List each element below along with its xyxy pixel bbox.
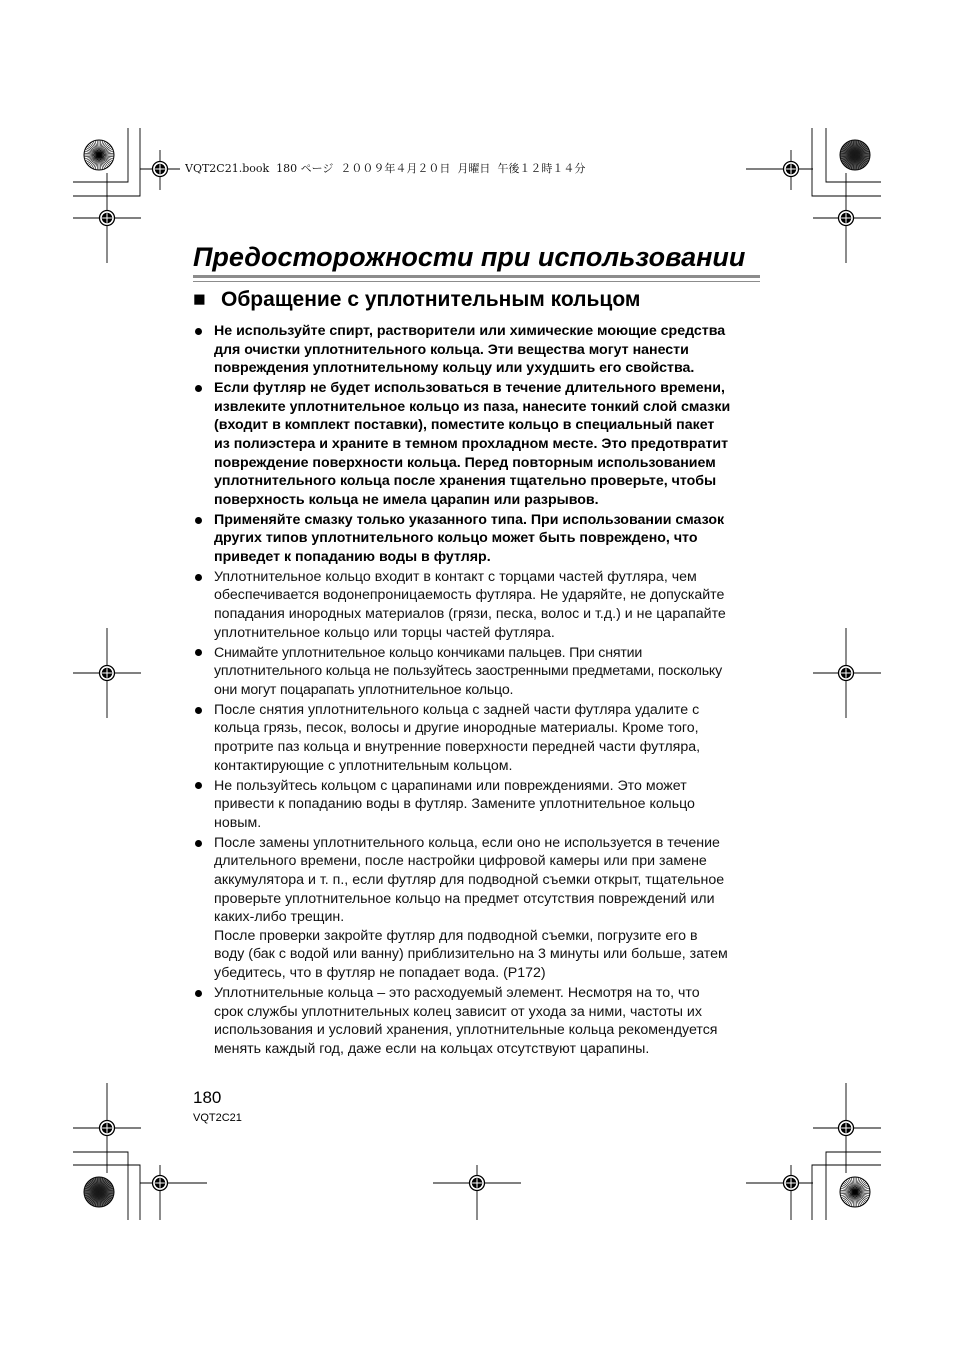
bullet-icon — [195, 385, 202, 392]
registration-mark-top-left — [140, 150, 180, 190]
list-item-text-line: Применяйте смазку только указанного типа. При использовании смазок — [214, 511, 725, 528]
list-item-text-line: других типов уплотнительного кольцо может быть повреждено, что — [214, 530, 698, 547]
list-item — [193, 379, 730, 509]
bullet-list — [193, 322, 730, 1060]
registration-mark-right-upper — [813, 173, 881, 263]
page-title: Предосторожности при использовании — [193, 242, 746, 272]
list-item-text-line: использования и условий хранения, уплотнительные кольца рекомендуется — [214, 1022, 718, 1039]
list-item-text-line: После проверки закройте футляр для подводной съемки, погрузите его в — [214, 927, 698, 944]
list-item-text-line: повреждение поверхности кольца. Перед повторным использованием — [214, 454, 716, 471]
list-item-text-line: Снимайте уплотнительное кольцо кончиками пальцев. При снятии — [214, 644, 643, 661]
list-item-text-line: (входит в комплект поставки), поместите кольцо в специальный пакет — [214, 417, 715, 434]
registration-mark-left-lower — [73, 1083, 141, 1173]
square-bullet-icon: ■ — [193, 288, 206, 311]
list-item-text-line: убедитесь, что в футляр не попадает вода. (P172) — [214, 964, 546, 981]
registration-mark-bottom-left — [140, 1165, 207, 1220]
list-item — [193, 777, 730, 833]
list-item-text-line: приведет к попаданию воды в футляр. — [214, 548, 491, 565]
registration-mark-right-middle — [813, 628, 881, 718]
sunburst-target-icon — [84, 1177, 114, 1207]
list-item-text-line: Уплотнительное кольцо входит в контакт с торцами частей футляра, чем — [214, 568, 697, 585]
list-item-text-line: проверьте уплотнительное кольцо на предмет отсутствия повреждений или — [214, 890, 715, 907]
sunburst-target-icon — [840, 140, 870, 170]
registration-mark-right-lower — [813, 1083, 881, 1173]
list-item-text-line: Уплотнительные кольца – это расходуемый элемент. Несмотря на то, что — [214, 984, 700, 1001]
list-item-text-line: уплотнительное кольцо или торцы частей футляра. — [214, 624, 555, 641]
list-item-text-line: повреждения уплотнительному кольцу или ухудшить его свойства. — [214, 360, 695, 377]
list-item-text-line: длительного времени, после настройки цифровой камеры или при замене — [214, 853, 707, 870]
registration-mark-bottom-center — [433, 1165, 521, 1220]
section-heading — [193, 287, 640, 313]
bullet-icon — [195, 840, 202, 847]
list-item-text-line: они могут поцарапать уплотнительное кольцо. — [214, 681, 514, 698]
list-item-text-line: новым. — [214, 814, 262, 831]
page-number: 180 — [193, 1088, 222, 1107]
bullet-icon — [195, 782, 202, 789]
list-item-text-line: уплотнительного кольца не пользуйтесь заостренными предметами, поскольку — [214, 663, 722, 680]
list-item-text-line: поверхность кольца не имела царапин или разрывов. — [214, 491, 599, 508]
list-item-text-line: Не используйте спирт, растворители или химические моющие средства — [214, 323, 726, 339]
model-code: VQT2C21 — [193, 1112, 242, 1124]
list-item-text-line: из полиэстера и храните в темном прохладном месте. Это предотвратит — [214, 435, 729, 452]
sunburst-target-icon — [84, 140, 114, 170]
bullet-icon — [195, 707, 202, 714]
list-item-text-line: попадания инородных материалов (грязи, песка, волос и т.д.) и не царапайте — [214, 606, 726, 623]
list-item-text-line: После снятия уплотнительного кольца с задней части футляра удалите с — [214, 701, 700, 718]
list-item — [193, 644, 730, 700]
list-item-text-line: протрите паз кольца и внутренние поверхности передней части футляра, — [214, 739, 701, 756]
sunburst-target-icon — [840, 1177, 870, 1207]
title-rule — [193, 275, 760, 282]
list-item-text-line: менять каждый год, даже если на кольцах отсутствуют царапины. — [214, 1040, 650, 1057]
list-item — [193, 511, 730, 567]
list-item — [193, 568, 730, 642]
print-slug-header: VQT2C21.book 180 ページ ２００９年４月２０日 月曜日 午後１２時１４分 — [185, 162, 586, 175]
bullet-icon — [195, 328, 202, 335]
list-item-text-line: Если футляр не будет использоваться в течение длительного времени, — [214, 380, 725, 397]
list-item-text-line: аккумулятора и т. п., если футляр для подводной съемки открыт, тщательное — [214, 871, 725, 888]
registration-mark-left-upper — [73, 173, 141, 263]
list-item-text-line: Не пользуйтесь кольцом с царапинами или повреждениями. Это может — [214, 777, 687, 794]
bullet-icon — [195, 574, 202, 581]
list-item-text-line: После замены уплотнительного кольца, если оно не используется в течение — [214, 834, 720, 851]
bullet-icon — [195, 990, 202, 997]
list-item-text-line: воду (бак с водой или ванну) приблизительно на 3 минуты или больше, затем — [214, 946, 728, 963]
registration-mark-left-middle — [73, 628, 141, 718]
list-item — [193, 984, 730, 1058]
bullet-icon — [195, 517, 202, 524]
list-item-text-line: для очистки уплотнительного кольца. Эти вещества могут нанести — [214, 341, 689, 358]
list-item — [193, 834, 730, 983]
list-item-text-line: обеспечивается водонепроницаемость футляра. Не ударяйте, не допускайте — [214, 587, 725, 604]
registration-mark-top-right — [746, 150, 813, 190]
list-item — [193, 701, 730, 775]
section-heading-text: Обращение с уплотнительным кольцом — [221, 288, 641, 311]
list-item-text-line: извлеките уплотнительное кольцо из паза, нанесите тонкий слой смазки — [214, 398, 731, 415]
list-item-text-line: привести к попаданию воды в футляр. Замените уплотнительное кольцо — [214, 796, 695, 813]
list-item-text-line: кольца грязь, песок, волосы и другие инородные материалы. Кроме того, — [214, 720, 699, 737]
bullet-icon — [195, 649, 202, 656]
list-item — [193, 322, 730, 378]
list-item-text-line: каких-либо трещин. — [214, 909, 345, 926]
registration-mark-bottom-right — [746, 1165, 813, 1220]
list-item-text-line: срок службы уплотнительных колец зависит от ухода за ними, частоты их — [214, 1003, 702, 1020]
list-item-text-line: контактирующие с уплотнительным кольцом. — [214, 757, 513, 774]
list-item-text-line: уплотнительного кольца после хранения тщательно проверьте, чтобы — [214, 473, 717, 490]
